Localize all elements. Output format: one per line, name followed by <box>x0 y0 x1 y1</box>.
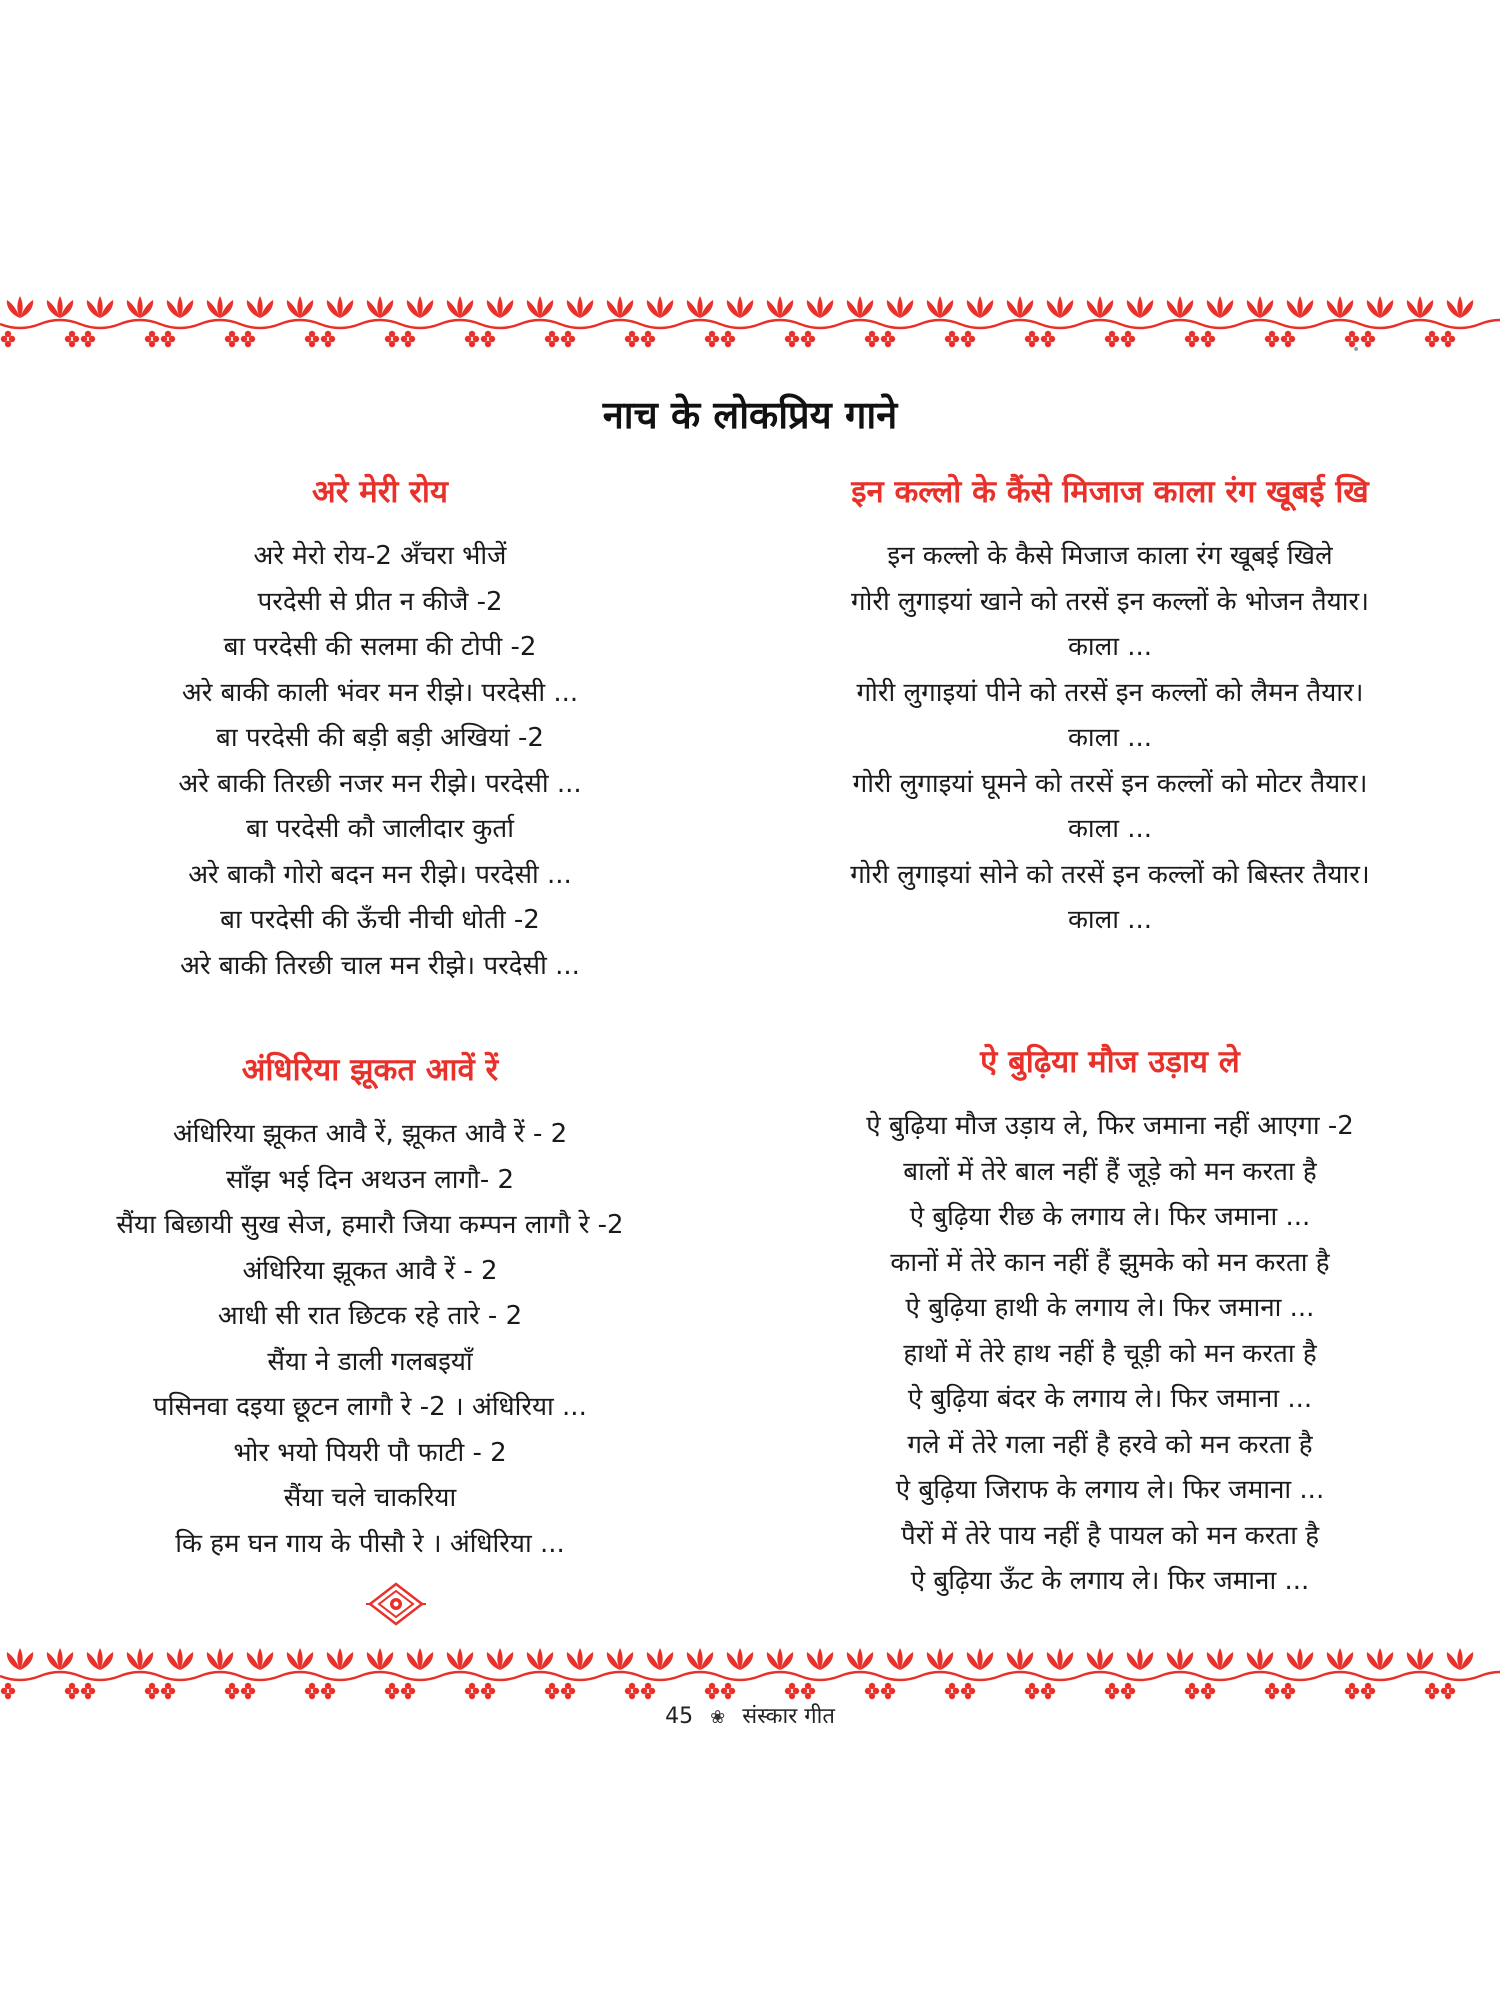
lyric-line: बालों में तेरे बाल नहीं हैं जूड़े को मन करता है <box>903 1156 1317 1187</box>
lotus-motif-icon <box>81 296 113 347</box>
lotus-motif-icon <box>1121 1648 1153 1699</box>
floral-border-top <box>0 288 1500 352</box>
lyric-line: पसिनवा दइया छूटन लागौ रे -2 । अंधिरिया ... <box>153 1392 587 1422</box>
song-title: अंधिरिया झूकत आवें रें <box>241 1052 499 1088</box>
lotus-motif-icon <box>1361 1648 1393 1699</box>
lotus-motif-icon <box>641 1648 673 1699</box>
lyric-line: काला ... <box>1067 905 1153 935</box>
lotus-motif-icon <box>961 296 993 347</box>
lotus-motif-icon <box>1201 296 1233 347</box>
song-lyrics <box>760 534 1460 944</box>
lotus-motif-icon <box>1361 296 1393 347</box>
page-title: नाच के लोकप्रिय गाने <box>602 393 898 437</box>
lotus-motif-icon <box>81 1648 113 1699</box>
lotus-motif-icon <box>801 1648 833 1699</box>
lyric-line: गोरी लुगाइयां घूमने को तरसें इन कल्लों को मोटर तैयार। <box>852 768 1368 799</box>
lyric-line: सैंया बिछायी सुख सेज, हमारौ जिया कम्पन लागौ रे -2 <box>116 1210 624 1240</box>
lyric-line: ऐ बुढ़िया मौज उड़ाय ले, फिर जमाना नहीं आएगा -2 <box>866 1111 1354 1141</box>
lyric-line: अंधिरिया झूकत आवै रें - 2 <box>242 1255 498 1286</box>
lyric-line: अरे बाकी काली भंवर मन रीझे। परदेसी ... <box>181 677 579 708</box>
lyric-line: पैरों में तेरे पाय नहीं है पायल को मन करता है <box>901 1520 1319 1551</box>
lyric-line: ऐ बुढ़िया जिराफ के लगाय ले। फिर जमाना ... <box>895 1475 1325 1505</box>
lyric-line: ऐ बुढ़िया हाथी के लगाय ले। फिर जमाना ... <box>905 1293 1315 1323</box>
floral-border-bottom <box>0 1640 1500 1704</box>
song-title: अरे मेरी रोय <box>312 474 448 510</box>
song-in-kallo <box>760 470 1460 944</box>
lyric-line: गोरी लुगाइयां पीने को तरसें इन कल्लों को लैमन तैयार। <box>856 677 1364 708</box>
lyric-line: कानों में तेरे कान नहीं हैं झुमके को मन करता है <box>890 1247 1330 1278</box>
lotus-motif-icon <box>1441 296 1473 347</box>
song-are-meri-roy <box>80 470 680 989</box>
lyric-line: अंधिरिया झूकत आवै रें, झूकत आवै रें - 2 <box>172 1119 568 1149</box>
lyric-line: बा परदेसी कौ जालीदार कुर्ता <box>246 814 514 844</box>
book-title: संस्कार गीत <box>742 1704 835 1729</box>
lyric-line: गोरी लुगाइयां सोने को तरसें इन कल्लों को बिस्तर तैयार। <box>850 859 1370 890</box>
lotus-motif-icon <box>801 296 833 347</box>
lotus-motif-icon <box>1041 1648 1073 1699</box>
lyric-line: आधी सी रात छिटक रहे तारे - 2 <box>217 1301 523 1331</box>
lotus-motif-icon <box>881 1648 913 1699</box>
lyric-line: इन कल्लो के कैसे मिजाज काला रंग खूबई खिले <box>887 541 1333 571</box>
lyric-line: अरे बाकी तिरछी चाल मन रीझे। परदेसी ... <box>180 950 580 981</box>
lyric-line: गोरी लुगाइयां खाने को तरसें इन कल्लों के भोजन तैयार। <box>851 586 1369 617</box>
lotus-motif-icon <box>561 1648 593 1699</box>
lotus-motif-icon <box>161 1648 193 1699</box>
lotus-motif-icon <box>961 1648 993 1699</box>
lyric-line: सैंया चले चाकरिया <box>283 1483 457 1513</box>
song-lyrics <box>760 1104 1460 1605</box>
lotus-motif-icon <box>241 296 273 347</box>
lotus-motif-icon <box>1 1648 33 1699</box>
song-lyrics <box>80 534 680 989</box>
lotus-motif-icon <box>1121 296 1153 347</box>
lotus-motif-icon <box>721 1648 753 1699</box>
lotus-motif-icon <box>881 296 913 347</box>
lotus-motif-icon <box>1 296 33 347</box>
lotus-ornament-icon <box>366 1582 426 1626</box>
lotus-motif-icon <box>641 296 673 347</box>
page-number: 45 <box>665 1704 694 1729</box>
lotus-motif-icon <box>1281 296 1313 347</box>
lyric-line: बा परदेसी की बड़ी बड़ी अखियां -2 <box>216 723 544 753</box>
lotus-motif-icon <box>561 296 593 347</box>
song-title: इन कल्लो के कैंसे मिजाज काला रंग खूबई खि <box>851 474 1369 510</box>
lyric-line: सैंया ने डाली गलबइयाँ <box>267 1346 473 1377</box>
lyric-line: साँझ भई दिन अथउन लागौ- 2 <box>225 1164 515 1195</box>
lotus-motif-icon <box>321 296 353 347</box>
lotus-motif-icon <box>241 1648 273 1699</box>
lotus-motif-icon <box>401 296 433 347</box>
song-andhiriya <box>40 1048 700 1567</box>
speck-mark-icon: • <box>1352 342 1361 358</box>
lyric-line: ऐ बुढ़िया बंदर के लगाय ले। फिर जमाना ... <box>907 1384 1313 1414</box>
lotus-motif-icon <box>1441 1648 1473 1699</box>
song-title: ऐ बुढ़िया मौज उड़ाय ले <box>980 1044 1240 1080</box>
lyric-line: कि हम घन गाय के पीसौ रे । अंधिरिया ... <box>175 1528 565 1559</box>
lyric-line: काला ... <box>1067 723 1153 753</box>
lotus-motif-icon <box>161 296 193 347</box>
lyric-line: बा परदेसी की सलमा की टोपी -2 <box>223 632 537 662</box>
lotus-motif-icon <box>1201 1648 1233 1699</box>
lotus-motif-icon <box>321 1648 353 1699</box>
lyric-line: काला ... <box>1067 632 1153 662</box>
lyric-line: परदेसी से प्रीत न कीजै -2 <box>257 586 503 617</box>
lyric-line: अरे बाकी तिरछी नजर मन रीझे। परदेसी ... <box>178 768 582 799</box>
lyric-line: गले में तेरे गला नहीं है हरवे को मन करता है <box>907 1429 1313 1460</box>
lyric-line: भोर भयो पियरी पौ फाटी - 2 <box>233 1437 507 1468</box>
lyric-line: बा परदेसी की ऊँची नीची धोती -2 <box>220 905 540 935</box>
lyric-line: ऐ बुढ़िया रीछ के लगाय ले। फिर जमाना ... <box>909 1202 1311 1232</box>
lotus-motif-icon <box>1041 296 1073 347</box>
lotus-motif-icon <box>1281 1648 1313 1699</box>
lotus-motif-icon <box>721 296 753 347</box>
lotus-motif-icon <box>401 1648 433 1699</box>
lotus-motif-icon <box>481 1648 513 1699</box>
lotus-motif-icon <box>481 296 513 347</box>
lyric-line: ऐ बुढ़िया ऊँट के लगाय ले। फिर जमाना ... <box>910 1566 1310 1596</box>
song-budhiya <box>760 1040 1460 1605</box>
song-lyrics <box>40 1112 700 1567</box>
page-footer <box>0 1700 1500 1730</box>
flower-separator-icon: ❀ <box>710 1707 726 1728</box>
lyric-line: काला ... <box>1067 814 1153 844</box>
lyric-line: हाथों में तेरे हाथ नहीं है चूड़ी को मन करता है <box>903 1338 1317 1369</box>
lyric-line: अरे मेरो रोय-2 अँचरा भीजें <box>253 541 507 571</box>
lyric-line: अरे बाकौ गोरो बदन मन रीझे। परदेसी ... <box>188 859 572 890</box>
